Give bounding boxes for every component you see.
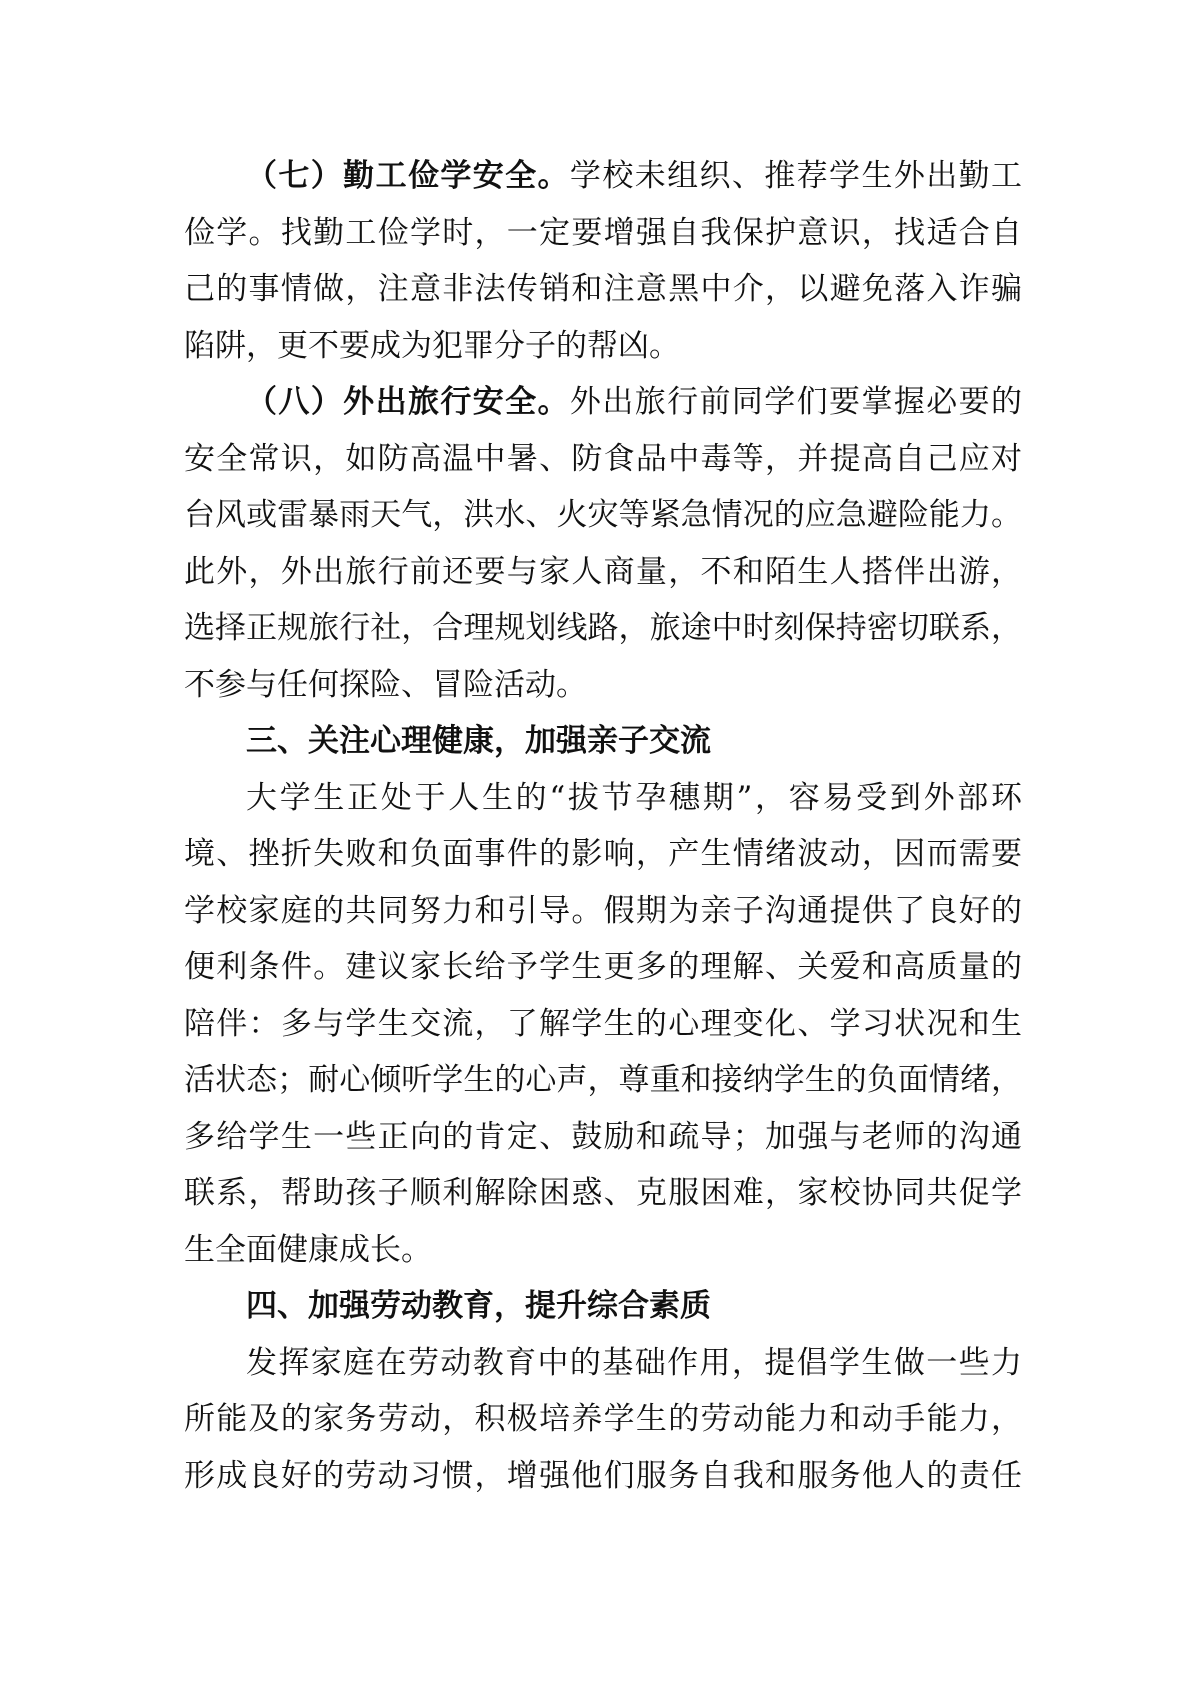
section-7-line-2: 俭学。找勤工俭学时，一定要增强自我保护意识，找适合自 bbox=[184, 214, 1022, 251]
heading-section-4: 四、加强劳动教育，提升综合素质 bbox=[246, 1288, 711, 1324]
section-7-line-1 bbox=[184, 148, 1022, 205]
section-8-line-6: 不参与任何探险、冒险活动。 bbox=[184, 666, 587, 703]
document-body bbox=[184, 148, 1022, 1504]
para-3-line-8: 联系，帮助孩子顺利解除困惑、克服困难，家校协同共促学 bbox=[184, 1175, 1022, 1211]
para-3-line-7: 多给学生一些正向的肯定、鼓励和疏导；加强与老师的沟通 bbox=[184, 1118, 1022, 1155]
para-3-line-1: 大学生正处于人生的“拔节孕穗期”，容易受到外部环 bbox=[246, 779, 1022, 816]
section-7-line-4: 陷阱，更不要成为犯罪分子的帮凶。 bbox=[184, 327, 680, 364]
para-3-line-3: 学校家庭的共同努力和引导。假期为亲子沟通提供了良好的 bbox=[184, 892, 1022, 929]
section-8-line-1-text: 外出旅行前同学们要掌握必要的 bbox=[569, 384, 1023, 420]
section-8-line-5: 选择正规旅行社，合理规划线路，旅途中时刻保持密切联系， bbox=[184, 610, 1022, 646]
section-7-line-3: 己的事情做，注意非法传销和注意黑中介，以避免落入诈骗 bbox=[184, 271, 1022, 307]
section-8-line-3: 台风或雷暴雨天气，洪水、火灾等紧急情况的应急避险能力。 bbox=[184, 497, 1022, 533]
para-3-line-6: 活状态；耐心倾听学生的心声，尊重和接纳学生的负面情绪， bbox=[184, 1062, 1022, 1098]
section-8-line-2: 安全常识，如防高温中暑、防食品中毒等，并提高自己应对 bbox=[184, 440, 1022, 477]
para-4-line-2: 所能及的家务劳动，积极培养学生的劳动能力和动手能力， bbox=[184, 1401, 1022, 1437]
para-4-line-1: 发挥家庭在劳动教育中的基础作用，提倡学生做一些力 bbox=[246, 1344, 1022, 1381]
heading-section-3: 三、关注心理健康，加强亲子交流 bbox=[246, 723, 711, 759]
section-7-line-1-text: 学校未组织、推荐学生外出勤工 bbox=[569, 158, 1023, 194]
section-8-title: （八）外出旅行安全。 bbox=[246, 384, 570, 420]
para-3-line-4: 便利条件。建议家长给予学生更多的理解、关爱和高质量的 bbox=[184, 949, 1022, 985]
para-3-line-5: 陪伴：多与学生交流，了解学生的心理变化、学习状况和生 bbox=[184, 1005, 1022, 1042]
para-3-line-9: 生全面健康成长。 bbox=[184, 1231, 432, 1268]
para-3-line-2: 境、挫折失败和负面事件的影响，产生情绪波动，因而需要 bbox=[184, 836, 1022, 872]
section-8-line-4: 此外，外出旅行前还要与家人商量，不和陌生人搭伴出游， bbox=[184, 553, 1022, 590]
section-8-line-1 bbox=[184, 374, 1022, 431]
section-7-title: （七）勤工俭学安全。 bbox=[246, 158, 570, 194]
para-4-line-3: 形成良好的劳动习惯，增强他们服务自我和服务他人的责任 bbox=[184, 1457, 1022, 1494]
